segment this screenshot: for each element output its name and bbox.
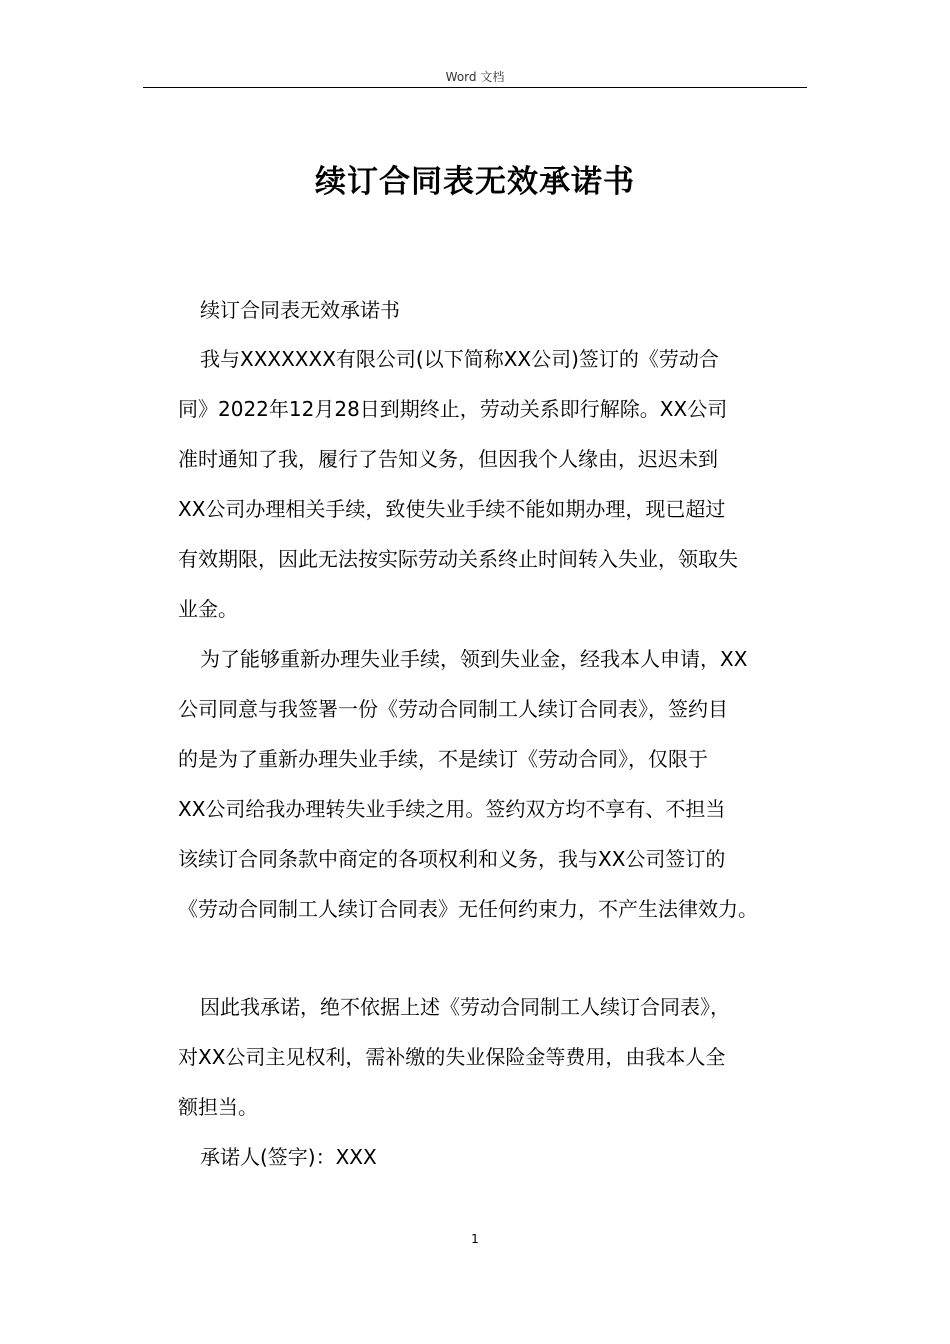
document-title: 续订合同表无效承诺书: [315, 164, 635, 200]
body-line: 因此我承诺，绝不依据上述《劳动合同制工人续订合同表》，: [200, 995, 730, 1019]
body-line: 额担当。: [178, 1095, 258, 1119]
signature-line: 承诺人(签字)：XXX: [200, 1145, 377, 1169]
body-line-subtitle: 续订合同表无效承诺书: [200, 298, 400, 322]
header-label: Word 文档: [445, 70, 505, 84]
body-line: 公司同意与我签署一份《劳动合同制工人续订合同表》，签约目: [178, 697, 728, 721]
body-line: XX公司给我办理转失业手续之用。签约双方均不享有、不担当: [178, 797, 726, 821]
body-line: 我与XXXXXXX有限公司(以下简称XX公司)签订的《劳动合: [200, 347, 719, 371]
body-line: 对XX公司主见权利，需补缴的失业保险金等费用，由我本人全: [178, 1045, 726, 1069]
page-number: 1: [471, 1232, 479, 1246]
body-line: 准时通知了我，履行了告知义务，但因我个人缘由，迟迟未到: [178, 447, 718, 471]
body-line: 同》2022年12月28日到期终止，劳动关系即行解除。XX公司: [178, 397, 728, 421]
body-line: XX公司办理相关手续，致使失业手续不能如期办理，现已超过: [178, 497, 726, 521]
header-rule: [143, 87, 807, 88]
body-line: 的是为了重新办理失业手续，不是续订《劳动合同》，仅限于: [178, 747, 708, 771]
body-line: 该续订合同条款中商定的各项权利和义务，我与XX公司签订的: [178, 847, 726, 871]
body-line: 为了能够重新办理失业手续，领到失业金，经我本人申请，XX: [200, 647, 748, 671]
body-line: 业金。: [178, 597, 238, 621]
body-line: 有效期限，因此无法按实际劳动关系终止时间转入失业，领取失: [178, 547, 738, 571]
body-line: 《劳动合同制工人续订合同表》无任何约束力，不产生法律效力。: [178, 897, 758, 921]
